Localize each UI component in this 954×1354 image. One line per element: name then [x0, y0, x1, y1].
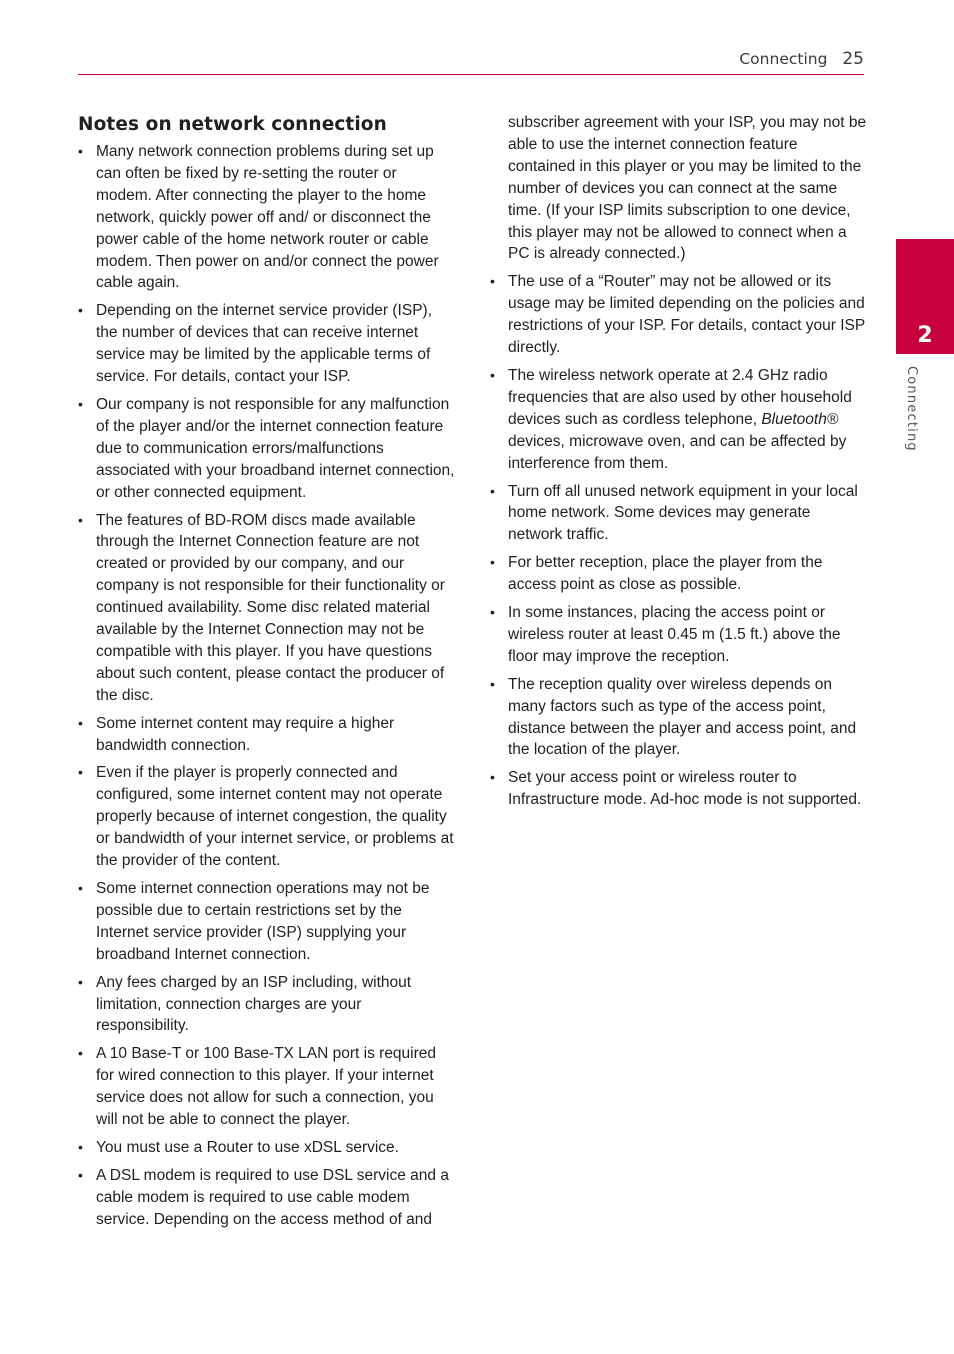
- bullet-text-tail: devices, microwave oven, and can be affected by interference from them.: [508, 432, 847, 472]
- bullet-dot-icon: •: [490, 675, 495, 692]
- bullet-text: The use of a “Router” may not be allowed or its usage may be limited depending on the policies and restrictions of your ISP. For details, contact your ISP directly.: [508, 273, 865, 357]
- bullet-item: [490, 602, 868, 668]
- bullet-item: [78, 972, 456, 1038]
- bullet-text: Many network connection problems during set up can often be fixed by re-setting the router or modem. After connecting the player to the home network, quickly power off and/ or disconnect the power cable of the home network router or cable modem. Then power on and/or connect the power cable again.: [96, 143, 439, 292]
- left-bullet-list: [78, 141, 456, 1231]
- bullet-text: Any fees charged by an ISP including, without limitation, connection charges are your responsibility.: [96, 973, 412, 1035]
- bullet-item: [78, 1165, 456, 1231]
- bullet-dot-icon: •: [490, 604, 495, 621]
- bullet-dot-icon: •: [490, 273, 495, 290]
- page-number: 25: [842, 49, 864, 69]
- bullet-text: In some instances, placing the access point or wireless router at least 0.45 m (1.5 ft.) above the floor may improve the reception.: [508, 604, 841, 665]
- bullet-item: [78, 300, 456, 388]
- bluetooth-term: Bluetooth®: [761, 410, 839, 428]
- right-bullet-list: [490, 271, 868, 811]
- bullet-dot-icon: •: [490, 554, 495, 571]
- bullet-dot-icon: •: [78, 880, 83, 896]
- bullet-text: Set your access point or wireless router to Infrastructure mode. Ad-hoc mode is not supported.: [508, 769, 862, 809]
- bullet-item: [78, 394, 456, 504]
- bullet-item: [490, 481, 868, 547]
- left-column: [78, 114, 456, 1237]
- bullet-dot-icon: •: [78, 1045, 83, 1062]
- header-section-title: Connecting: [739, 50, 828, 68]
- bullet-item: [78, 713, 456, 757]
- bullet-dot-icon: •: [490, 482, 495, 499]
- chapter-number: 2: [917, 323, 933, 348]
- bullet-dot-icon: •: [78, 1166, 83, 1183]
- bullet-dot-icon: •: [78, 973, 83, 990]
- bullet-item: [78, 510, 456, 707]
- bullet-text: The wireless network operate at 2.4 GHz radio frequencies that are also used by other household devices such as cordless telephone,: [508, 366, 852, 428]
- bullet-item: [490, 271, 868, 359]
- bullet-item: [490, 767, 868, 811]
- continued-text: subscriber agreement with your ISP, you may not be able to use the internet connection feature contained in this player or you may be limited to the number of devices you can connect at the same time. (If your ISP limits subscription to one device, this player may not be allowed to connect when a PC is already connected.): [508, 114, 867, 263]
- bullet-item: [78, 762, 456, 872]
- bullet-text: The features of BD-ROM discs made available through the Internet Connection feature are not created or provided by our company, and our company is not responsible for their functionality or continued availability. Some disc related material available by the Internet Connection may not be compatible with this player. If you have questions about such content, please contact the producer of the disc.: [96, 511, 445, 704]
- bullet-text: Turn off all unused network equipment in your local home network. Some devices may generate network traffic.: [508, 482, 858, 544]
- bullet-item: [490, 552, 868, 596]
- bullet-dot-icon: •: [78, 1138, 83, 1155]
- bullet-dot-icon: •: [78, 302, 83, 319]
- section-title: Notes on network connection: [78, 114, 387, 135]
- bullet-item: [78, 878, 456, 966]
- bullet-item: [78, 1137, 456, 1159]
- bullet-item: [78, 141, 456, 294]
- bullet-dot-icon: •: [490, 769, 495, 786]
- bullet-text: Some internet connection operations may not be possible due to certain restrictions set by the Internet service provider (ISP) supplying your broadband Internet connection.: [96, 880, 430, 963]
- header-rule: [78, 74, 864, 75]
- chapter-label: Connecting: [904, 366, 919, 452]
- bullet-dot-icon: •: [78, 511, 83, 528]
- right-column: [490, 112, 868, 817]
- bullet-dot-icon: •: [78, 764, 83, 781]
- bullet-dot-icon: •: [490, 366, 495, 383]
- bullet-text: Our company is not responsible for any malfunction of the player and/or the internet connection feature due to communication errors/malfunctions associated with your broadband internet connection, or other connected equipment.: [96, 395, 455, 501]
- bullet-text: A 10 Base-T or 100 Base-TX LAN port is required for wired connection to this player. If your internet service does not allow for such a connection, you will not be able to connect the player.: [96, 1045, 437, 1129]
- bullet-text: A DSL modem is required to use DSL service and a cable modem is required to use cable modem service. Depending on the access method of and: [96, 1166, 449, 1228]
- bullet-dot-icon: •: [78, 143, 83, 159]
- bullet-text: For better reception, place the player from the access point as close as possible.: [508, 554, 823, 594]
- chapter-tab: [896, 239, 954, 354]
- bullet-dot-icon: •: [78, 714, 83, 731]
- bullet-item: [490, 365, 868, 475]
- bullet-text: You must use a Router to use xDSL service.: [96, 1138, 399, 1156]
- bullet-item: [78, 1043, 456, 1131]
- bullet-dot-icon: •: [78, 395, 83, 412]
- bullet-text: Depending on the internet service provider (ISP), the number of devices that can receive internet service may be limited by the applicable terms of service. For details, contact your ISP.: [96, 302, 433, 386]
- bullet-text: Some internet content may require a higher bandwidth connection.: [96, 714, 395, 754]
- bullet-text: The reception quality over wireless depends on many factors such as type of the access point, distance between the player and access point, and the location of the player.: [508, 675, 857, 759]
- page-header: [739, 49, 864, 69]
- bullet-item: [490, 674, 868, 762]
- bullet-text: Even if the player is properly connected and configured, some internet content may not operate properly because of internet congestion, the quality or bandwidth of your internet service, or problems at the provider of the content.: [96, 764, 454, 870]
